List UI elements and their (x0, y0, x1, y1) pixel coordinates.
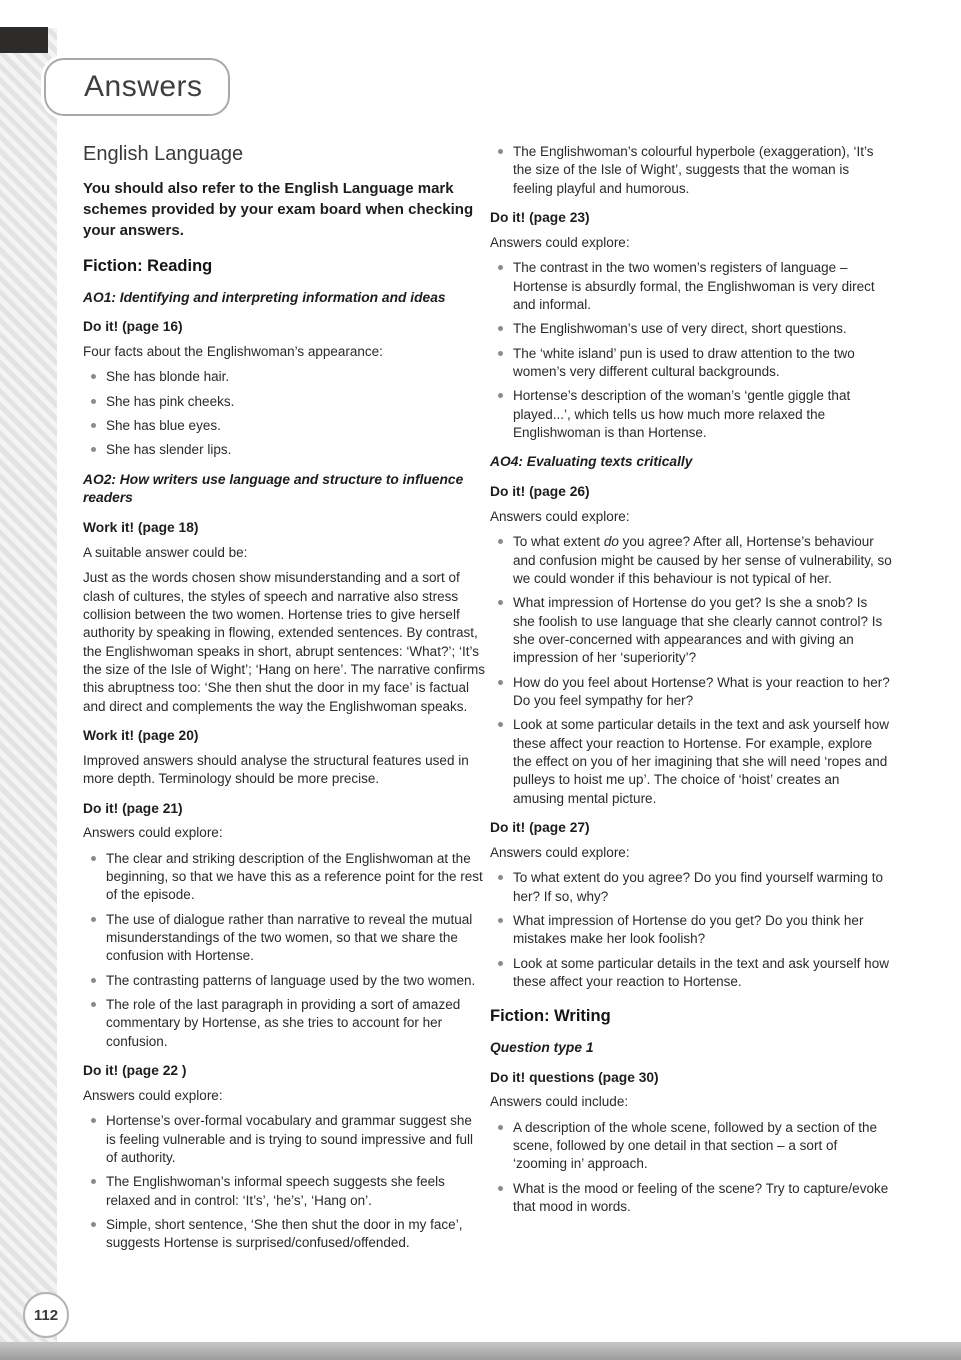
page-title-box (44, 58, 230, 116)
section-heading: Fiction: Writing (490, 1007, 611, 1026)
bullet-item: The ‘white island’ pun is used to draw attention to the two women’s very different cultural backgrounds. (490, 345, 892, 382)
bullet-item: The clear and striking description of the Englishwoman at the beginning, so that we have this as a reference point for the rest of the episode. (83, 850, 485, 905)
bullet-item: The contrast in the two women’s registers of language – Hortense is absurdly formal, the Englishwoman is very direct and informal. (490, 259, 892, 314)
bullet-item: To what extent do you agree? After all, Hortense’s behaviour and confusion might be caused by her sense of vulnerability, so we could wonder if this behaviour is not typical of her. (490, 533, 892, 588)
left-column (83, 141, 485, 1263)
bullet-item: Look at some particular details in the text and ask yourself how these affect your reaction to Hortense. For example, explore the effect on you of her imagining that she will need ‘ropes and pulleys to hoist me up’. The choice of ‘hoist’ creates an amusing mental picture. (490, 716, 892, 808)
column-heading: English Language (83, 143, 244, 165)
bullet-item: Simple, short sentence, ‘She then shut the door in my face’, suggests Hortense is surprised/confused/offended. (83, 1216, 485, 1253)
ao-heading: Question type 1 (490, 1039, 594, 1055)
activity-heading: Work it! (page 18) (83, 520, 199, 536)
bullet-list (490, 1119, 892, 1217)
bullet-list (490, 869, 892, 991)
page-number-badge (23, 1292, 69, 1338)
bullet-item: What impression of Hortense do you get? Do you think her mistakes make her look foolish? (490, 912, 892, 949)
bullet-item: Hortense’s description of the woman’s ‘gentle giggle that played...’, which tells us how much more relaxed the Englishwoman is than Hortense. (490, 387, 892, 442)
right-column (490, 141, 892, 1226)
bullet-list (490, 533, 892, 808)
paragraph: Answers could explore: (490, 508, 630, 524)
bullet-list (490, 143, 892, 198)
activity-heading: Do it! (page 21) (83, 800, 183, 816)
bottom-edge-bar (0, 1342, 961, 1360)
bullet-item: To what extent do you agree? Do you find yourself warming to her? If so, why? (490, 869, 892, 906)
activity-heading: Do it! (page 27) (490, 820, 590, 836)
bullet-item: The Englishwoman’s informal speech suggests she feels relaxed and in control: ‘It’s’, ‘he’s’, ‘Hang on’. (83, 1173, 485, 1210)
top-corner-bar (0, 27, 48, 53)
bullet-item: The role of the last paragraph in providing a sort of amazed commentary by Hortense, as she tries to account for her confusion. (83, 996, 485, 1051)
bullet-item: The Englishwoman’s use of very direct, short questions. (490, 320, 892, 338)
paragraph: Answers could explore: (83, 1087, 223, 1103)
bullet-list (490, 259, 892, 442)
paragraph: Four facts about the Englishwoman’s appearance: (83, 344, 383, 359)
hatched-margin-strip (0, 28, 57, 1342)
bullet-item: She has slender lips. (83, 441, 485, 459)
paragraph: Answers could explore: (83, 825, 223, 841)
bullet-item: What impression of Hortense do you get? Is she a snob? Is she foolish to use language that she clearly cannot control? Is she over-concerned with appearances and with giving an impression of her ‘superiority’? (490, 594, 892, 667)
paragraph: Answers could explore: (490, 234, 630, 250)
ao-heading: AO2: How writers use language and structure to influence readers (83, 471, 464, 506)
paragraph: Improved answers should analyse the structural features used in more depth. Terminology should be more precise. (83, 752, 469, 787)
bullet-list (83, 850, 485, 1052)
activity-heading: Do it! questions (page 30) (490, 1069, 659, 1085)
ao-heading: AO4: Evaluating texts critically (490, 454, 693, 470)
bullet-item: She has blue eyes. (83, 417, 485, 435)
bullet-item: What is the mood or feeling of the scene? Try to capture/evoke that mood in words. (490, 1180, 892, 1217)
activity-heading: Work it! (page 20) (83, 728, 199, 744)
activity-heading: Do it! (page 26) (490, 484, 590, 500)
page-title: Answers (84, 70, 203, 103)
bullet-item: Hortense’s over-formal vocabulary and grammar suggest she is feeling vulnerable and is trying to sound impressive and full of authority. (83, 1112, 485, 1167)
paragraph: Just as the words chosen show misunderstanding and a sort of clash of cultures, the styles of speech and narrative also stress collision between the two women. Hortense tries to give herself authority by speaking in flowing, extended sentences. By contrast, the Englishwoman speaks in short, abrupt sentences: ‘What?’; ‘It’s the size of the Isle of Wight’; ‘Hang on here’. The narrative confirms this abruptness too: ‘She then shut the door in my face’ is factual and direct and complements the way the Englishwoman speaks. (83, 570, 485, 714)
bullet-list (83, 1112, 485, 1253)
activity-heading: Do it! (page 16) (83, 319, 183, 335)
bullet-item: A description of the whole scene, followed by a section of the scene, followed by one detail in that section – a sort of ‘zooming in’ approach. (490, 1119, 892, 1174)
bullet-item: The Englishwoman’s colourful hyperbole (exaggeration), ‘It’s the size of the Isle of Wight’, suggests that the woman is feeling playful and humorous. (490, 143, 892, 198)
section-heading: Fiction: Reading (83, 257, 213, 276)
lead-paragraph: You should also refer to the English Language mark schemes provided by your exam board when checking your answers. (83, 180, 474, 240)
bullet-item: The use of dialogue rather than narrative to reveal the mutual misunderstandings of the two women, so that we share the confusion with Hortense. (83, 911, 485, 966)
bullet-item: The contrasting patterns of language used by the two women. (83, 972, 485, 990)
bullet-item: Look at some particular details in the text and ask yourself how these affect your reaction to Hortense. (490, 955, 892, 992)
ao-heading: AO1: Identifying and interpreting information and ideas (83, 289, 446, 305)
bullet-item: She has blonde hair. (83, 368, 485, 386)
activity-heading: Do it! (page 23) (490, 210, 590, 226)
paragraph: A suitable answer could be: (83, 544, 248, 560)
bullet-list (83, 368, 485, 459)
bullet-item: She has pink cheeks. (83, 393, 485, 411)
paragraph: Answers could explore: (490, 844, 630, 860)
page-number: 112 (33, 1306, 59, 1324)
bullet-item: How do you feel about Hortense? What is your reaction to her? Do you feel sympathy for her? (490, 674, 892, 711)
paragraph: Answers could include: (490, 1094, 629, 1110)
activity-heading: Do it! (page 22 ) (83, 1063, 187, 1079)
